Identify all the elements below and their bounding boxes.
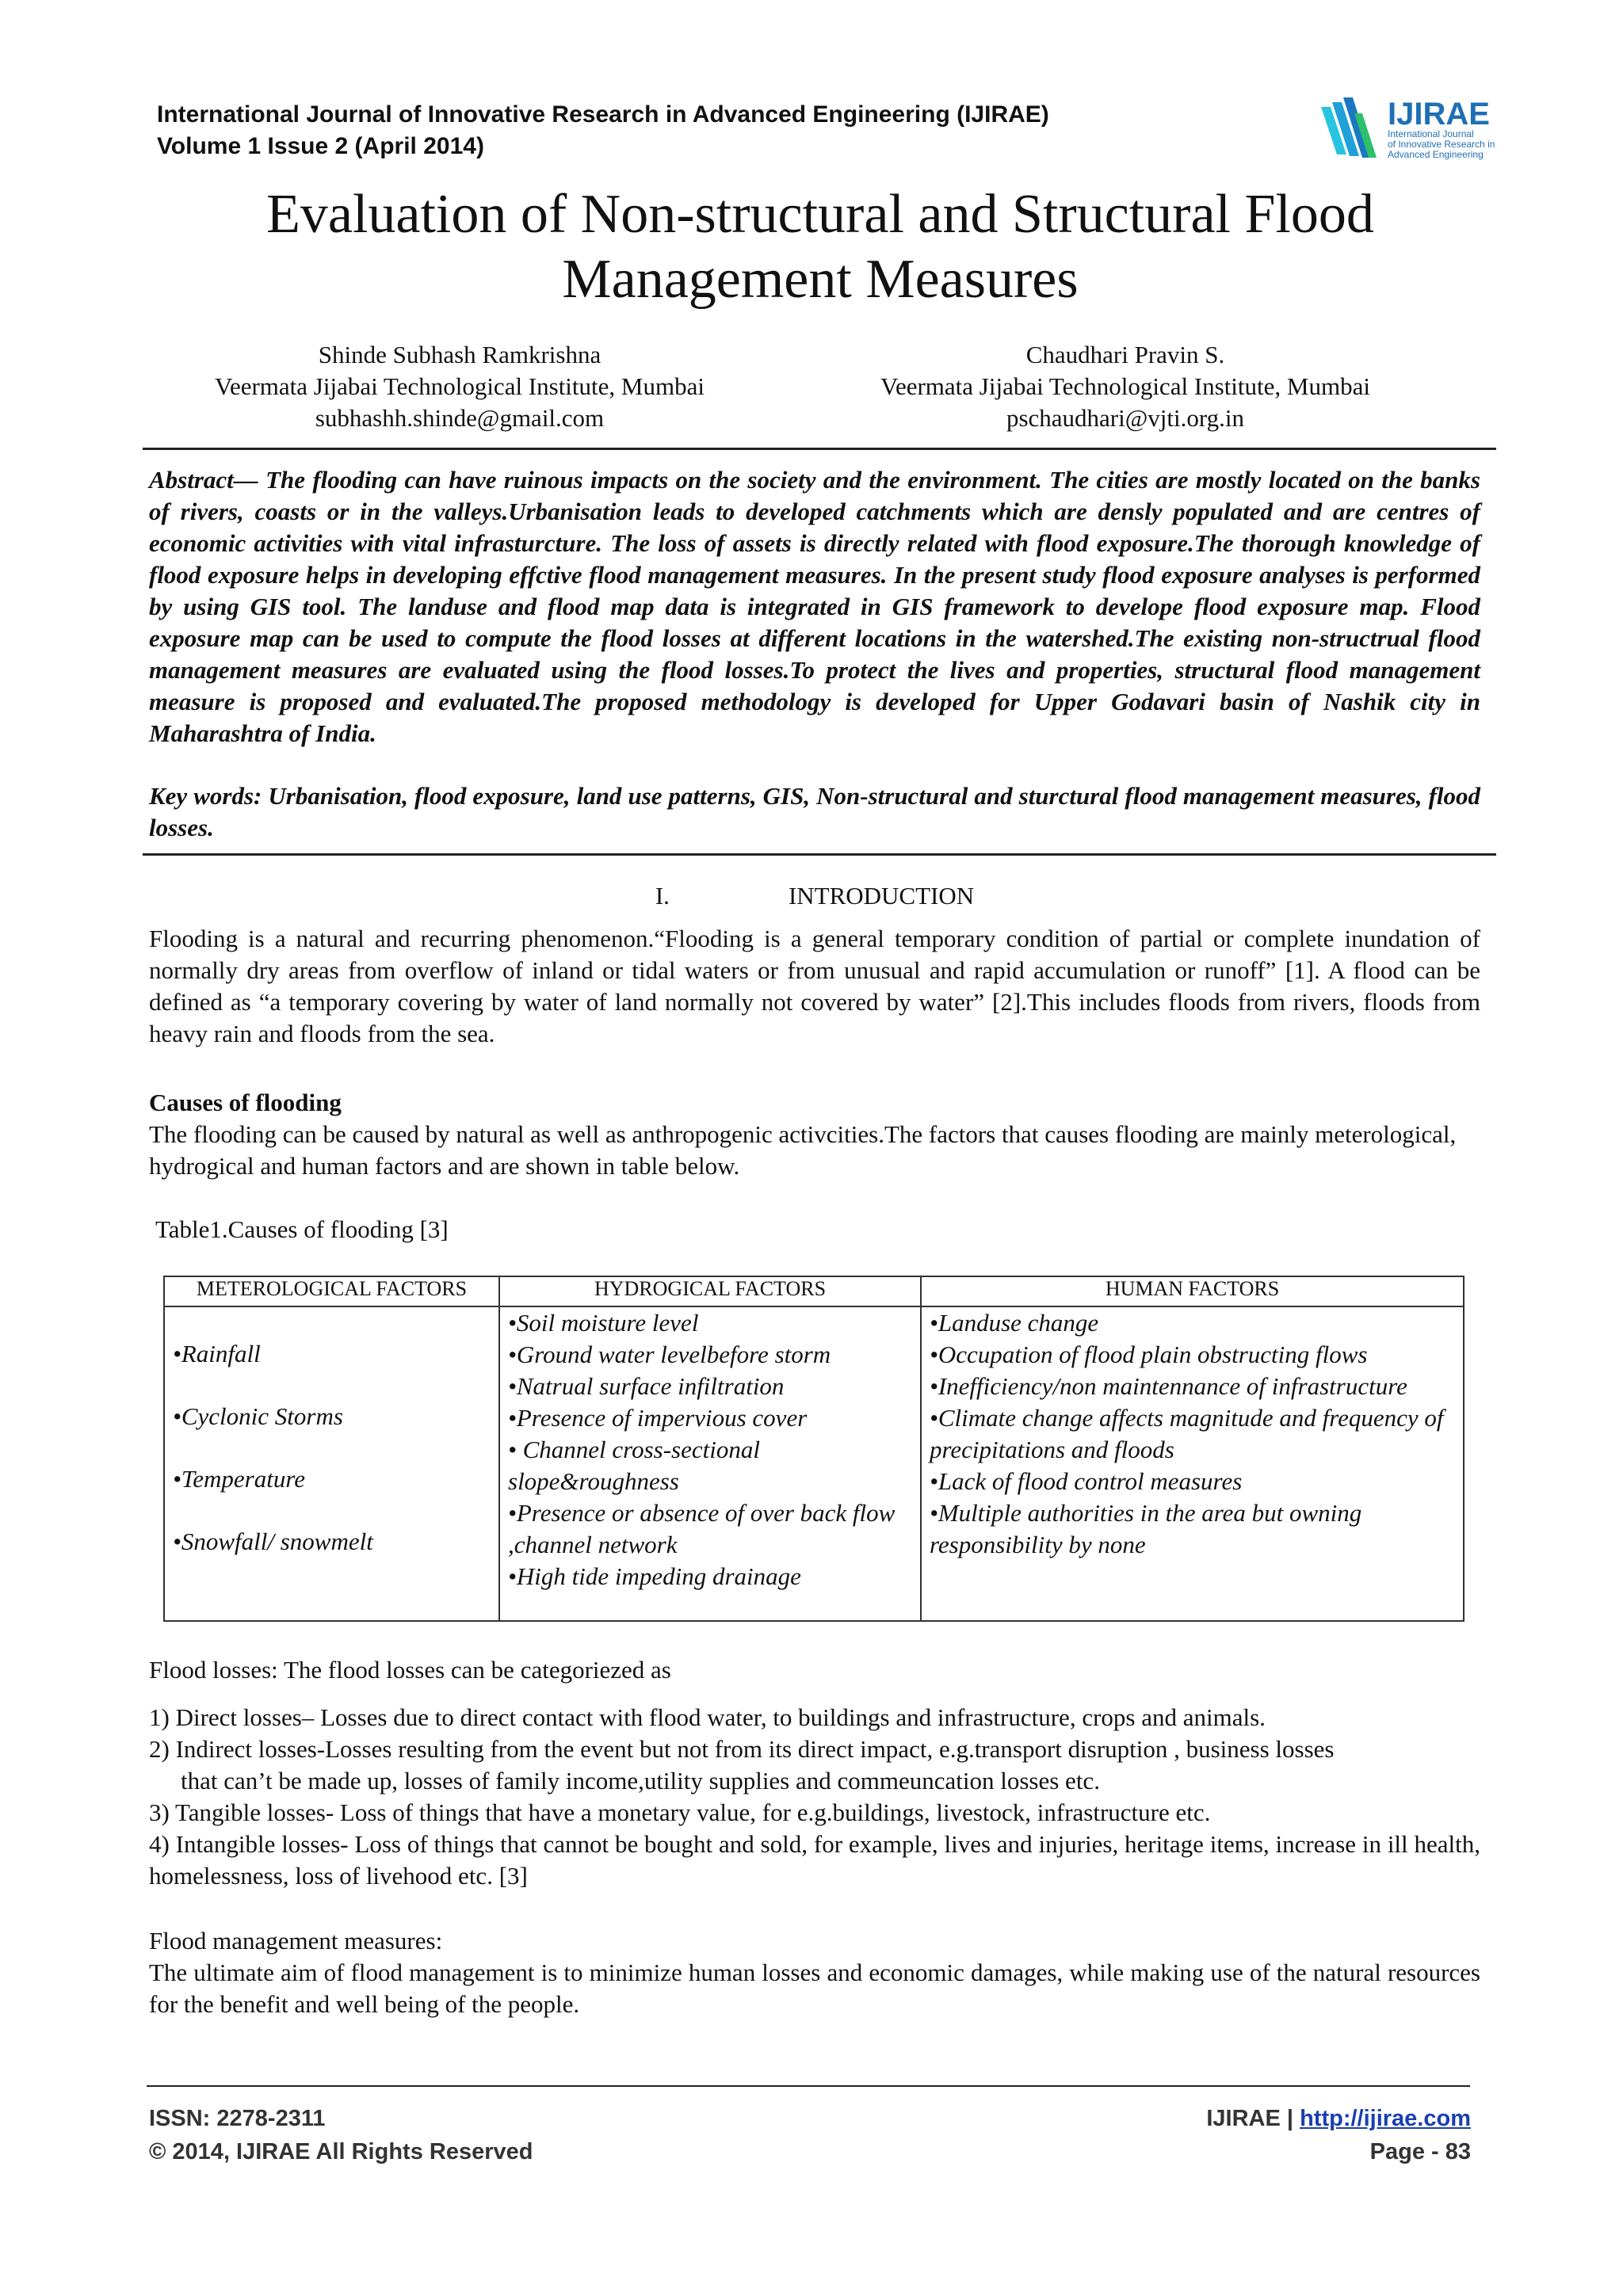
author-affiliation: Veermata Jijabai Technological Institute, Mumbai — [215, 372, 705, 400]
author-block-1 — [158, 339, 761, 434]
section-heading-introduction — [149, 882, 1480, 910]
author-block-2 — [824, 339, 1426, 434]
logo-subtext-1: International Journal — [1388, 128, 1474, 139]
journal-abbr: IJIRAE | — [1206, 2106, 1294, 2131]
loss-label: 2) Indirect losses — [149, 1735, 317, 1763]
title-line-1: Evaluation of Non-structural and Structural Flood — [266, 184, 1374, 245]
paper-title — [158, 182, 1482, 312]
list-item: •Occupation of flood plain obstructing flows — [930, 1341, 1368, 1368]
table-header: HYDROGICAL FACTORS — [499, 1276, 921, 1306]
causes-table — [163, 1276, 1465, 1622]
keywords: Key words: Urbanisation, flood exposure, land use patterns, GIS, Non-structural and sturctural flood management measures, flood losses. — [149, 782, 1480, 841]
issn: ISSN: 2278-2311 — [149, 2106, 326, 2131]
author-name: Shinde Subhash Ramkrishna — [318, 341, 601, 368]
loss-label: 3) Tangible losses — [149, 1798, 326, 1826]
loss-label: 4) Intangible losses — [149, 1830, 341, 1858]
journal-issue: Volume 1 Issue 2 (April 2014) — [157, 133, 484, 159]
meterological-factors-cell — [164, 1306, 499, 1621]
loss-text: - Loss of things that cannot be bought and sold, for example, lives and injuries, heritage items, increase in ill health, homelessness, loss of livehood etc. [3] — [149, 1830, 1480, 1890]
author-email: subhashh.shinde@gmail.com — [315, 404, 605, 432]
journal-header — [157, 99, 1049, 162]
list-item: •Ground water levelbefore storm — [508, 1341, 831, 1368]
table-header: HUMAN FACTORS — [921, 1276, 1464, 1306]
ijirae-logo — [1319, 91, 1498, 166]
loss-text: -Losses resulting from the event but not from its direct impact, e.g.transport disruption , business losses — [316, 1735, 1335, 1763]
list-item: • Channel cross-sectional slope&roughness — [508, 1436, 760, 1495]
title-line-2: Management Measures — [562, 249, 1079, 310]
section-title: INTRODUCTION — [788, 882, 975, 910]
losses-intro: Flood losses: The flood losses can be categoriezed as — [149, 1656, 671, 1684]
section-number: I. — [655, 882, 670, 910]
list-item: •Climate change affects magnitude and frequency of precipitations and floods — [930, 1404, 1444, 1463]
list-item — [149, 1797, 1480, 1829]
list-item — [149, 1733, 1480, 1765]
abstract: Abstract— The flooding can have ruinous impacts on the society and the environment. The cities are mostly located on the banks of rivers, coasts or in the valleys.Urbanisation leads to developed catchments which are densly populated and are centres of economic activities with vital infrasturcture. The loss of assets is directly related with flood exposure.The thorough knowledge of flood exposure helps in developing effctive flood management measures. In the present study flood exposure analyses is performed by using GIS tool. The landuse and flood map data is integrated in GIS framework to develope flood exposure map. Flood exposure map can be used to compute the flood losses at different locations in the watershed.The existing non-structrual flood management measures are evaluated using the flood losses.To protect the lives and properties, structural flood management measure is proposed and evaluated.The proposed methodology is developed for Upper Godavari basin of Nashik city in Maharashtra of India. — [149, 466, 1480, 747]
causes-paragraph: The flooding can be caused by natural as well as anthropogenic activcities.The factors that causes flooding are mainly meterological, hydrogical and human factors and are shown in table below. — [149, 1120, 1457, 1180]
list-item: •Snowfall/ snowmelt — [173, 1527, 373, 1555]
journal-link[interactable]: http://ijirae.com — [1300, 2106, 1471, 2131]
list-item: •Presence or absence of over back flow ,channel network — [508, 1499, 896, 1558]
list-item: •Landuse change — [930, 1309, 1099, 1337]
management-paragraph: The ultimate aim of flood management is to minimize human losses and economic damages, while making use of the natural resources for the benefit and well being of the people. — [149, 1958, 1480, 2018]
journal-title: International Journal of Innovative Research in Advanced Engineering (IJIRAE) — [157, 101, 1049, 128]
footer-left — [149, 2102, 533, 2168]
list-item: •Soil moisture level — [508, 1309, 699, 1337]
loss-label: 1) Direct losses — [149, 1703, 302, 1731]
list-item: •Cyclonic Storms — [173, 1402, 343, 1430]
list-item — [149, 1829, 1480, 1892]
page-number: Page - 83 — [1369, 2139, 1471, 2164]
losses-list — [149, 1702, 1480, 1892]
list-item: •Natrual surface infiltration — [508, 1372, 785, 1400]
loss-text: – Losses due to direct contact with flood water, to buildings and infrastructure, crops and animals. — [301, 1703, 1266, 1731]
list-item: •Inefficiency/non maintennance of infrastructure — [930, 1372, 1407, 1400]
table-header: METEROLOGICAL FACTORS — [164, 1276, 499, 1306]
logo-mark-icon — [1319, 91, 1498, 166]
footer-right — [1173, 2102, 1471, 2168]
divider-footer — [147, 2085, 1470, 2087]
author-name: Chaudhari Pravin S. — [1025, 341, 1225, 368]
causes-heading: Causes of flooding — [149, 1089, 342, 1116]
list-item: •High tide impeding drainage — [508, 1562, 801, 1590]
human-factors-cell — [921, 1306, 1464, 1621]
table-caption: Table1.Causes of flooding [3] — [155, 1215, 449, 1243]
logo-subtext-3: Advanced Engineering — [1388, 149, 1484, 160]
list-item: •Lack of flood control measures — [930, 1467, 1243, 1495]
list-item: •Temperature — [173, 1465, 306, 1493]
logo-text: IJIRAE — [1388, 97, 1490, 132]
author-affiliation: Veermata Jijabai Technological Institute, Mumbai — [880, 372, 1370, 400]
logo-subtext-2: of Innovative Research in — [1388, 139, 1495, 150]
list-item: •Presence of impervious cover — [508, 1404, 808, 1432]
loss-text: - Loss of things that have a monetary value, for e.g.buildings, livestock, infrastructure etc. — [325, 1798, 1211, 1826]
management-heading: Flood management measures: — [149, 1927, 443, 1955]
divider-abstract — [143, 853, 1496, 856]
copyright: © 2014, IJIRAE All Rights Reserved — [149, 2139, 533, 2164]
divider-top — [143, 448, 1496, 450]
author-email: pschaudhari@vjti.org.in — [1006, 404, 1245, 432]
list-item — [149, 1702, 1480, 1733]
hydrogical-factors-cell — [499, 1306, 921, 1621]
list-item: •Multiple authorities in the area but owning responsibility by none — [930, 1499, 1362, 1558]
loss-text-continued: that can’t be made up, losses of family income,utility supplies and commeuncation losses etc. — [181, 1767, 1100, 1794]
list-item: •Rainfall — [173, 1340, 261, 1367]
intro-paragraph: Flooding is a natural and recurring phenomenon.“Flooding is a general temporary condition of partial or complete inundation of normally dry areas from overflow of inland or tidal waters or from unusual and rapid accumulation or runoff” [1]. A flood can be defined as “a temporary covering by water of land normally not covered by water” [2].This includes floods from rivers, floods from heavy rain and floods from the sea. — [149, 925, 1480, 1047]
